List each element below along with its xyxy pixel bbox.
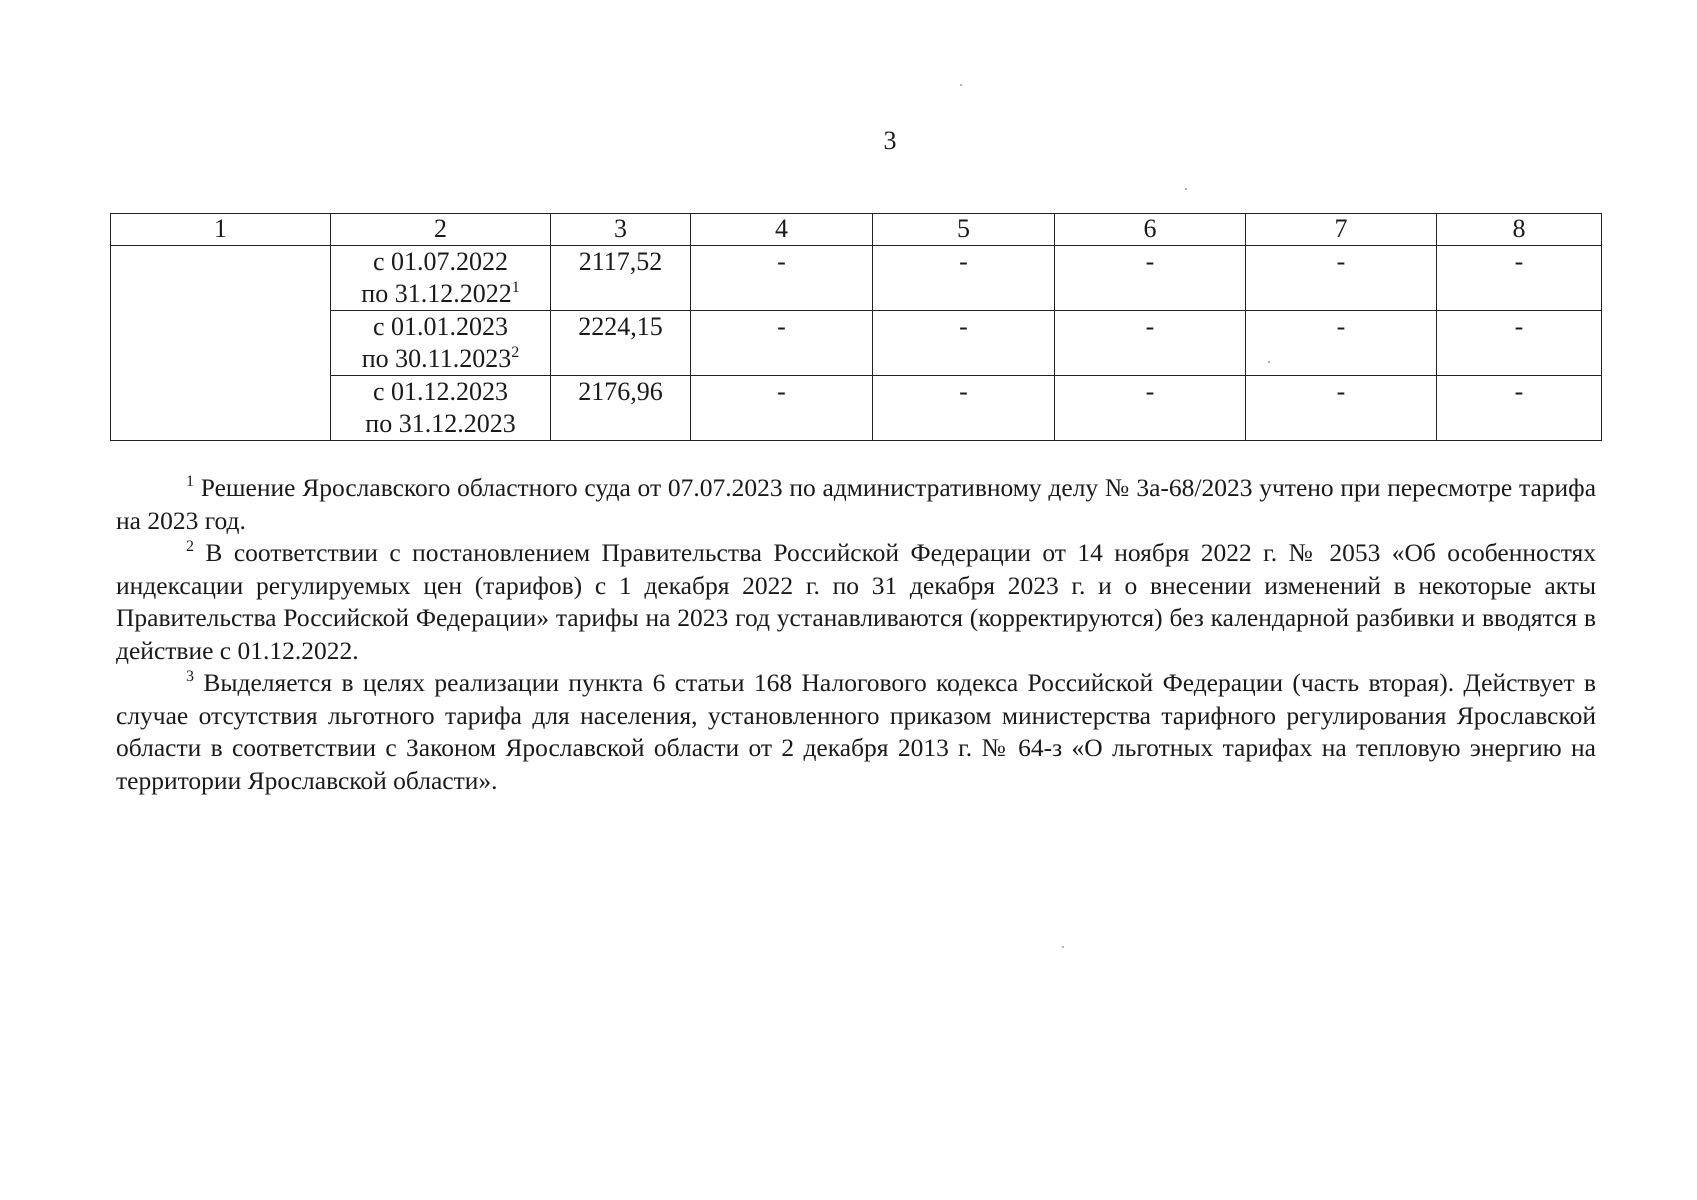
page-number: 3 (883, 126, 897, 155)
header-cell: 7 (1246, 214, 1437, 246)
period-start: с 01.12.2023 (372, 377, 509, 406)
scan-speck (1268, 361, 1270, 363)
footnote-mark: 1 (186, 473, 194, 490)
period-end: по 30.11.2023 (361, 344, 512, 373)
dash-cell: - (873, 311, 1055, 376)
dash-cell: - (691, 311, 873, 376)
footnote (116, 472, 1596, 537)
period-cell (331, 311, 551, 376)
tariff-value: 2224,15 (551, 311, 691, 376)
dash-cell: - (873, 376, 1055, 441)
header-cell: 1 (111, 214, 331, 246)
period-start: с 01.07.2022 (372, 247, 509, 276)
tariff-value: 2176,96 (551, 376, 691, 441)
header-cell: 6 (1055, 214, 1246, 246)
period-start: с 01.01.2023 (372, 312, 509, 341)
scan-speck (1062, 946, 1064, 948)
footnote-ref: 1 (511, 279, 520, 296)
dash-cell: - (1246, 311, 1437, 376)
tariff-value: 2117,52 (551, 246, 691, 311)
period-end: по 31.12.2023 (365, 409, 516, 438)
footnote-mark: 3 (186, 668, 194, 685)
period-cell (331, 246, 551, 311)
dash-cell: - (1055, 246, 1246, 311)
dash-cell: - (1055, 311, 1246, 376)
dash-cell: - (1437, 376, 1602, 441)
footnote-text: Решение Ярославского областного суда от 07.07.2023 по административному делу № 3а-68/2023 учтено при пересмотре тарифа на 2023 год. (116, 473, 1597, 535)
dash-cell: - (691, 246, 873, 311)
header-cell: 5 (873, 214, 1055, 246)
header-cell: 4 (691, 214, 873, 246)
dash-cell: - (691, 376, 873, 441)
dash-cell: - (1055, 376, 1246, 441)
footnote-text: Выделяется в целях реализации пункта 6 статьи 168 Налогового кодекса Российской Федерации (часть вторая). Действует в случае отсутствия льготного тарифа для населения, установленного приказом министерства тарифного регулирования Ярославской области в соответствии с Законом Ярославской области от 2 декабря 2013 г. № 64-з «О льготных тарифах на тепловую энергию на территории Ярославской области». (116, 668, 1597, 795)
header-cell: 3 (551, 214, 691, 246)
footnote (116, 667, 1596, 797)
scan-speck (960, 84, 962, 86)
table-row (111, 311, 1602, 376)
scan-speck (1185, 188, 1187, 190)
header-cell: 2 (331, 214, 551, 246)
tariff-table (110, 213, 1602, 441)
table-header-row (111, 214, 1602, 246)
empty-category-cell (111, 246, 331, 441)
table-row (111, 376, 1602, 441)
footnote-ref: 2 (511, 344, 520, 361)
footnote (116, 537, 1596, 667)
dash-cell: - (873, 246, 1055, 311)
dash-cell: - (1246, 376, 1437, 441)
period-cell (331, 376, 551, 441)
header-cell: 8 (1437, 214, 1602, 246)
footnote-mark: 2 (186, 538, 194, 555)
footnotes (116, 472, 1596, 797)
dash-cell: - (1246, 246, 1437, 311)
period-end: по 31.12.2022 (361, 279, 512, 308)
table-row (111, 246, 1602, 311)
dash-cell: - (1437, 246, 1602, 311)
dash-cell: - (1437, 311, 1602, 376)
footnote-text: В соответствии с постановлением Правительства Российской Федерации от 14 ноября 2022 г. № 2053 «Об особенностях индексации регулируемых цен (тарифов) с 1 декабря 2022 г. по 31 декабря 2023 г. и о внесении изменений в некоторые акты Правительства Российской Федерации» тарифы на 2023 год устанавливаются (корректируются) без календарной разбивки и вводятся в действие с 01.12.2022. (116, 538, 1597, 665)
